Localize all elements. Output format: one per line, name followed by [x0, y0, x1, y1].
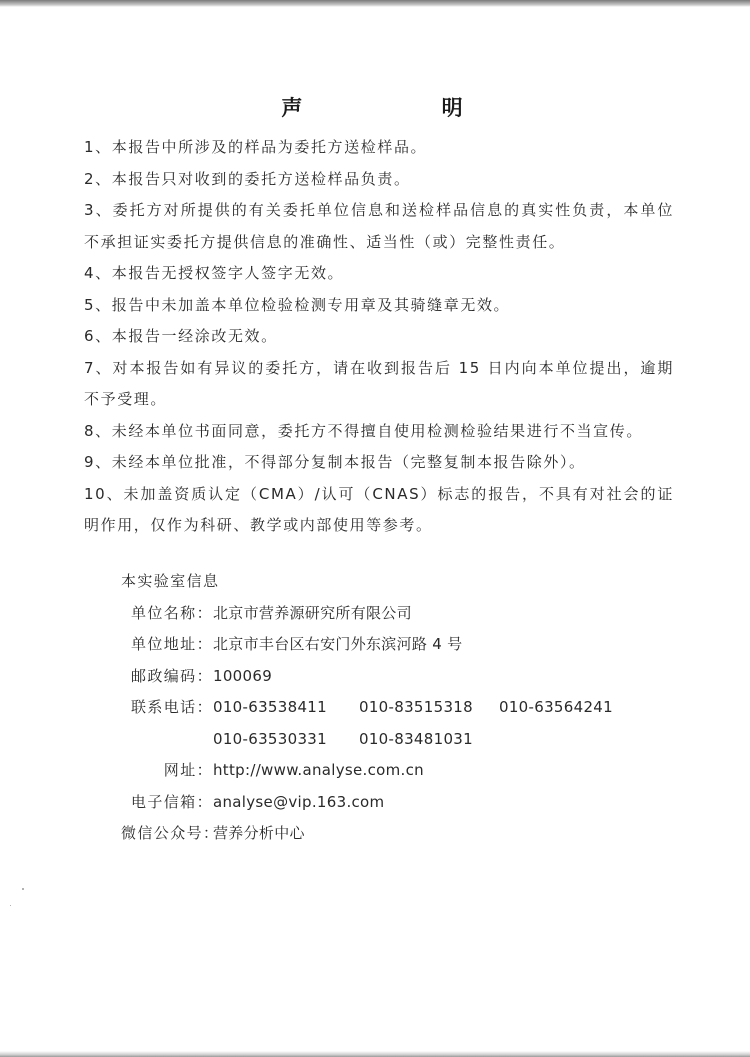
- clause-2: 2、本报告只对收到的委托方送检样品负责。: [84, 169, 411, 188]
- lab-postcode-label: 邮政编码：: [130, 666, 213, 685]
- lab-wechat-row: [121, 818, 661, 850]
- lab-email-row: [121, 787, 661, 819]
- clause-9: 9、未经本单位批准，不得部分复制本报告（完整复制本报告除外）。: [84, 453, 586, 471]
- clause-10: 10、未加盖资质认定（CMA）/认可（CNAS）标志的报告，不具有对社会的证明作用，仅作为科研、教学或内部使用等参考。: [84, 484, 674, 534]
- clause-6: 6、本报告一经涂改无效。: [84, 327, 278, 345]
- statement-clauses: [84, 132, 674, 542]
- phone-number: 010-63530331: [213, 729, 327, 748]
- clause-5: 5、报告中未加盖本单位检验检测专用章及其骑缝章无效。: [84, 295, 511, 314]
- phone-list: [213, 692, 619, 755]
- lab-wechat-label: 微信公众号：: [121, 824, 220, 842]
- lab-phone-label: 联系电话：: [130, 698, 213, 716]
- lab-address-label: 单位地址：: [130, 635, 213, 653]
- scan-speck: [10, 905, 11, 906]
- scan-speck: [22, 888, 24, 890]
- lab-info-heading: 本实验室信息: [121, 572, 220, 590]
- lab-postcode-row: [121, 661, 661, 693]
- lab-name-row: [121, 598, 661, 630]
- phone-number: 010-83481031: [359, 729, 473, 748]
- clause-8: 8、未经本单位书面同意，委托方不得擅自使用检测检验结果进行不当宣传。: [84, 421, 643, 440]
- lab-info: [121, 566, 661, 850]
- lab-name-label: 单位名称：: [130, 603, 213, 622]
- lab-phone-row: [121, 692, 661, 755]
- lab-address-value: 北京市丰台区右安门外东滨河路 4 号: [213, 635, 463, 653]
- lab-name-value: 北京市营养源研究所有限公司: [213, 603, 412, 622]
- scan-bottom-edge: [0, 1051, 750, 1057]
- phone-number: 010-63538411: [213, 698, 327, 716]
- page-title: 声 明: [281, 95, 529, 120]
- lab-website-row: [121, 755, 661, 787]
- phone-number: 010-63564241: [499, 698, 613, 716]
- clause-1: 1、本报告中所涉及的样品为委托方送检样品。: [84, 138, 428, 156]
- lab-postcode-value: 100069: [213, 666, 273, 685]
- lab-address-row: [121, 629, 661, 661]
- clause-4: 4、本报告无授权签字人签字无效。: [84, 264, 345, 282]
- lab-wechat-value: 营养分析中心: [213, 824, 305, 842]
- clause-7: 7、对本报告如有异议的委托方，请在收到报告后 15 日内向本单位提出，逾期不予受理。: [84, 358, 674, 408]
- lab-email-value: analyse@vip.163.com: [213, 792, 385, 811]
- lab-website-value: http://www.analyse.com.cn: [213, 761, 424, 779]
- lab-website-label: 网址：: [163, 761, 213, 779]
- clause-3: 3、委托方对所提供的有关委托单位信息和送检样品信息的真实性负责，本单位不承担证实委托方提供信息的准确性、适当性（或）完整性责任。: [84, 201, 674, 251]
- lab-email-label: 电子信箱：: [130, 792, 213, 811]
- phone-number: 010-83515318: [359, 698, 473, 716]
